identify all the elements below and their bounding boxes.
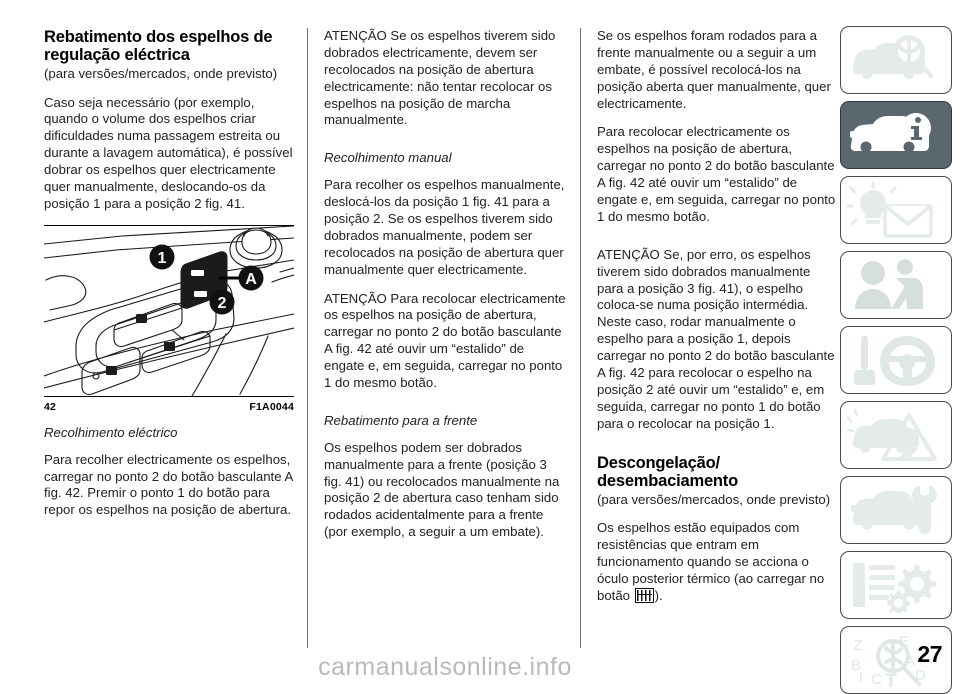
svg-text:2: 2 (217, 294, 227, 312)
sidebar-item-warning-lights[interactable] (840, 176, 952, 244)
watermark: carmanualsonline.info (318, 653, 572, 681)
subheading-recolhimento-manual: Recolhimento manual (324, 150, 452, 166)
door-panel-illustration (44, 226, 294, 396)
column-left (44, 28, 294, 648)
svg-text:Z: Z (853, 637, 863, 654)
paragraph-forward-rotated: Se os espelhos foram rodados para a frente manualmente ou a seguir a um embate, é possível recolocá-los na posição aberta quer manualmente, quer electricamente. (597, 28, 831, 111)
list-gears-icon (847, 557, 939, 613)
figure-42-image (44, 225, 294, 397)
svg-text:T: T (885, 671, 897, 688)
spacer-3 (597, 238, 840, 247)
paragraph-recolhimento-electrico: Para recolher electricamente os espelhos, carregar no ponto 2 do botão basculante A fig. 42. Premir o ponto 1 do botão para repor os espelhos na posição de abertura. (44, 451, 293, 518)
svg-text:A: A (905, 653, 916, 670)
svg-text:A: A (245, 270, 257, 288)
paragraph-warning-intermediate: ATENÇÃO Se, por erro, os espelhos tiverem sido dobrados manualmente para a posição 3 fig. 41), o espelho coloca-se numa posição intermédia. Neste caso, rodar manualmente o espelho para a posição 1, depois carregar no ponto 2 do botão basculante A fig. 42 para recolocar o espelho na posição 2 até ouvir um “estalido” e, em seguida, carregar no ponto 1 do botão para o recolocar na posição 1. (597, 246, 835, 431)
section-tabs-rail (840, 26, 952, 694)
column-middle (307, 28, 567, 648)
sidebar-item-car-info[interactable] (840, 101, 952, 169)
sidebar-item-specs[interactable] (840, 551, 952, 619)
rear-defroster-icon (635, 588, 654, 603)
subheading-rebatimento-frente: Rebatimento para a frente (324, 412, 478, 428)
car-info-icon (847, 107, 939, 163)
spacer (324, 141, 567, 150)
spacer-2 (324, 404, 567, 413)
subheading-recolhimento-electrico: Recolhimento eléctrico (44, 424, 178, 440)
paragraph-rebatimento-frente: Os espelhos podem ser dobrados manualmente para a frente (posição 3 fig. 41) ou recolocados manualmente na posição 2 de abertura caso tenham sido rodados acidentalmente para a frente (por exemplo, a seguir a um embate). (324, 439, 560, 540)
svg-text:I: I (859, 669, 864, 686)
paragraph-warning-electric-fold: ATENÇÃO Se os espelhos tiverem sido dobrados electricamente, devem ser recolocados na posição de abertura electricamente: não tentar recolocar os espelhos na posição de marcha manualmente. (324, 28, 556, 128)
svg-text:C: C (871, 671, 882, 688)
figure-number: 42 (44, 400, 57, 413)
paragraph-electric-reposition: Para recolocar electricamente os espelhos na posição de abertura, carregar no ponto 2 do botão basculante A fig. 42 até ouvir um “estalido” de engate e, em seguida, carregar no ponto 1 do mesmo botão. (597, 124, 836, 224)
figure-42 (44, 225, 294, 413)
car-wrench-icon (847, 482, 939, 538)
defrost-text-after: ). (654, 587, 663, 603)
paragraph-warning-reposition: ATENÇÃO Para recolocar electricamente os espelhos na posição de abertura, carregar no ponto 2 do botão basculante A fig. 42 até ouvir um “estalido” de engate e, em seguida, carregar no ponto 1 do mesmo botão. (324, 290, 566, 391)
lamp-envelope-icon (847, 182, 939, 238)
section-subnote-versions: (para versões/mercados, onde previsto) (44, 65, 278, 81)
figure-42-caption (44, 397, 294, 413)
section-heading-defrost: Descongelação/ desembaciamento (597, 453, 738, 491)
figure-code: F1A0044 (249, 400, 294, 413)
spacer-4 (597, 445, 840, 454)
sidebar-item-safety[interactable] (840, 251, 952, 319)
section-heading-mirror-folding: Rebatimento dos espelhos de regulação eléctrica (44, 28, 273, 65)
key-steeringwheel-icon (847, 332, 939, 388)
section-subnote-defrost-versions: (para versões/mercados, onde previsto) (597, 491, 831, 507)
sidebar-item-maintenance[interactable] (840, 476, 952, 544)
svg-text:1: 1 (157, 249, 167, 267)
sidebar-item-driving[interactable] (840, 326, 952, 394)
sidebar-item-car-inspection[interactable] (840, 26, 952, 94)
sidebar-item-emergency[interactable] (840, 401, 952, 469)
car-breakdown-triangle-icon (847, 407, 939, 463)
defrost-text-before: Os espelhos estão equipados com resistências que entram em funcionamento quando se acciona o óculo posterior térmico (ao carregar no botão (597, 520, 825, 603)
seatbelt-passenger-icon (847, 257, 939, 313)
content-columns (44, 28, 840, 648)
page-number: 27 (917, 641, 942, 667)
column-right (580, 28, 840, 648)
car-magnifier-icon (847, 32, 939, 88)
svg-text:D: D (915, 667, 926, 684)
paragraph-recolhimento-manual: Para recolher os espelhos manualmente, deslocá-los da posição 1 fig. 41 para a posição 2. Se os espelhos tiverem sido dobrados manualmente, podem ser recolocados na posição de abertura quer manualmente quer electricamente. (324, 177, 565, 277)
svg-text:E: E (899, 633, 910, 650)
paragraph-mirror-folding-intro: Caso seja necessário (por exemplo, quando o volume dos espelhos criar dificuldades numa passagem estreita ou durante a lavagem automática), é possível dobrar os espelhos quer electricamente quer manualmente, deslocando-os da posição 1 para a posição 2 fig. 41. (44, 94, 293, 211)
svg-text:B: B (851, 657, 862, 674)
paragraph-defrost (597, 520, 840, 604)
